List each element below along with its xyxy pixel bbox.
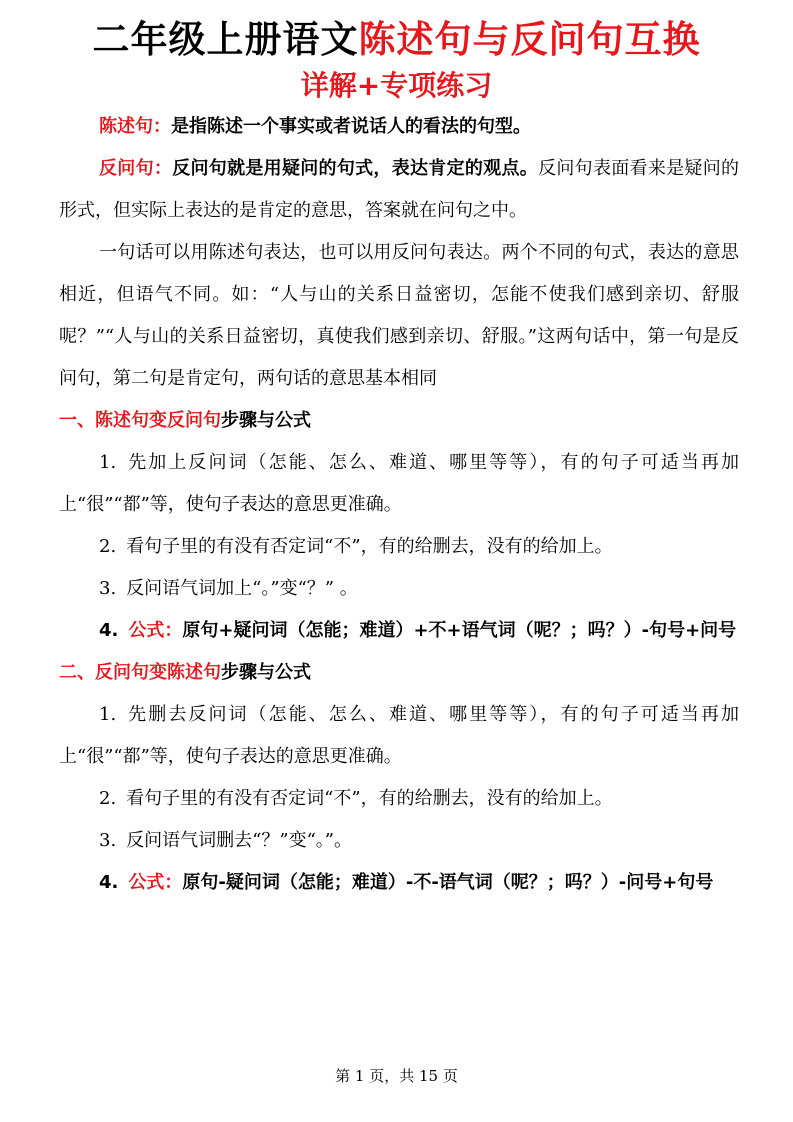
example-paragraph: 一句话可以用陈述句表达，也可以用反问句表达。两个不同的句式，表达的意思相近，但语气不同。如：“人与山的关系日益密切，怎能不使我们感到亲切、舒服呢？”“人与山的关系日益密切，真使我们感到亲切、舒服。”这两句话中，第一句是反问句，第二句是肯定句，两句话的意思基本相同 (59, 242, 739, 389)
rhetorical-text: 反问句表面看来是疑问的形式，但实际上表达的是肯定的意思，答案就在问句之中。 (59, 158, 740, 221)
section-2-formula (59, 862, 739, 904)
step-number: 3. (99, 830, 117, 851)
step-number: 2. (99, 788, 117, 809)
section-1-step-3 (59, 568, 739, 610)
step-text: 看句子里的有没有否定词“不”，有的给删去，没有的给加上。 (126, 536, 613, 557)
step-text: 先加上反问词（怎能、怎么、难道、哪里等等），有的句子可适当再加上“很”“都”等，使句子表达的意思更准确。 (59, 452, 739, 515)
section-1-step-1 (59, 442, 739, 526)
section-heading-2-red: 二、反问句变陈述句 (59, 662, 221, 683)
formula-label: 公式： (128, 872, 183, 893)
section-heading-2-black: 步骤与公式 (221, 662, 311, 683)
step-number: 4. (99, 620, 119, 641)
step-number: 4. (99, 872, 119, 893)
title-grade: 二年级上册语文 (92, 18, 359, 61)
rhetorical-bold-text: 反问句就是用疑问的句式，表达肯定的观点。 (172, 158, 539, 179)
page-title (0, 16, 793, 64)
section-2-step-2 (59, 778, 739, 820)
step-number: 1. (99, 704, 117, 725)
declarative-label: 陈述句： (99, 116, 171, 137)
page-subtitle: 详解+专项练习 (300, 69, 493, 102)
section-2-step-3 (59, 820, 739, 862)
declarative-definition (59, 106, 739, 148)
formula-text: 原句+疑问词（怎能；难道）+不+语气词（呢？；吗？）-句号+问号 (182, 620, 737, 641)
section-heading-2 (59, 652, 739, 694)
step-text: 先删去反问词（怎能、怎么、难道、哪里等等），有的句子可适当再加上“很”“都”等，使句子表达的意思更准确。 (59, 704, 739, 767)
formula-text: 原句-疑问词（怎能；难道）-不-语气词（呢？；吗？）-问号+句号 (182, 872, 714, 893)
section-heading-1-red: 一、陈述句变反问句 (59, 410, 221, 431)
rhetorical-label: 反问句： (99, 158, 173, 179)
declarative-text: 是指陈述一个事实或者说话人的看法的句型。 (171, 116, 531, 137)
step-number: 2. (99, 536, 117, 557)
formula-label: 公式： (128, 620, 183, 641)
section-heading-1 (59, 400, 739, 442)
step-text: 看句子里的有没有否定词“不”，有的给删去，没有的给加上。 (126, 788, 613, 809)
section-heading-1-black: 步骤与公式 (221, 410, 311, 431)
rhetorical-definition (59, 148, 739, 232)
page-footer: 第 1 页，共 15 页 (335, 1067, 458, 1085)
step-text: 反问语气词加上“。”变“？” 。 (126, 578, 358, 599)
step-text: 反问语气词删去“？”变“。”。 (126, 830, 352, 851)
document-body (59, 106, 739, 904)
section-1-step-2 (59, 526, 739, 568)
step-number: 1. (99, 452, 117, 473)
section-1-formula (59, 610, 739, 652)
title-topic: 陈述句与反问句互换 (358, 18, 701, 61)
step-number: 3. (99, 578, 117, 599)
section-2-step-1 (59, 694, 739, 778)
